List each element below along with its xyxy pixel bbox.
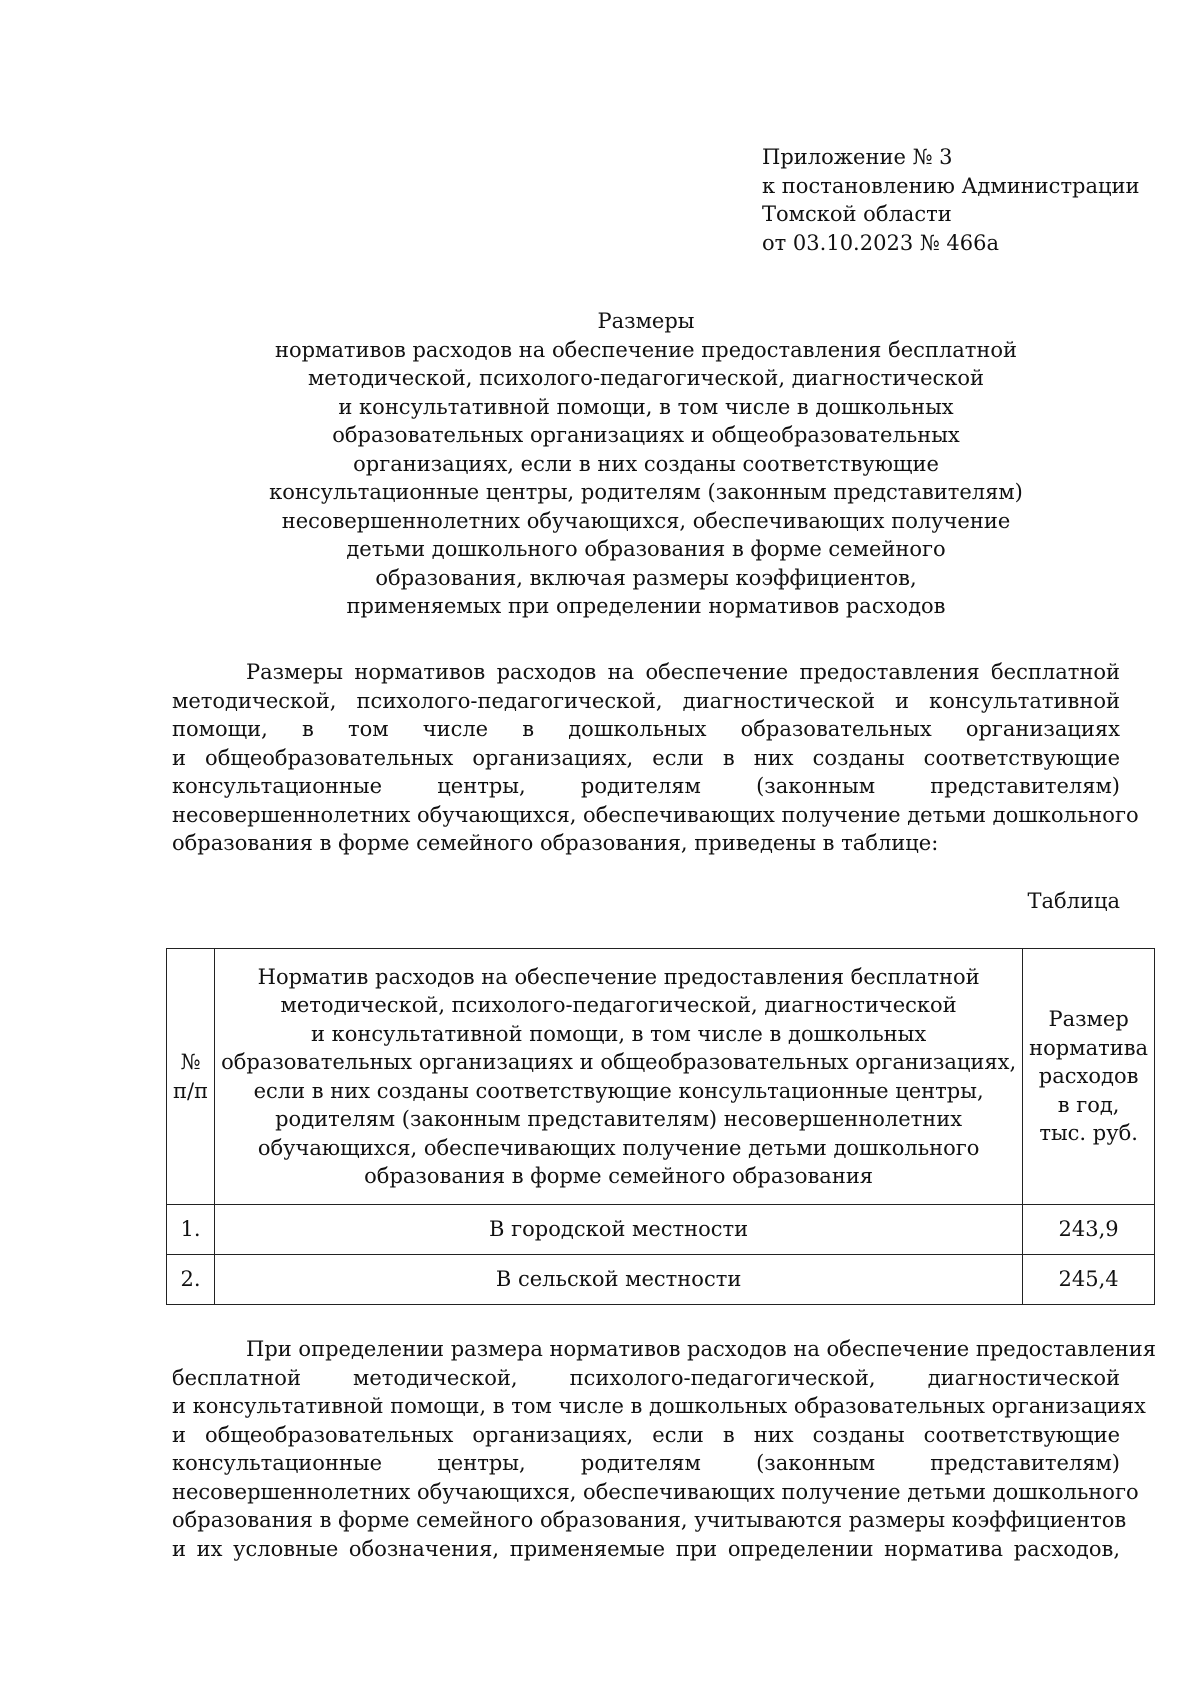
header-line: и консультативной помощи, в том числе в дошкольных bbox=[310, 1021, 927, 1046]
header-line: расходов bbox=[1038, 1064, 1139, 1089]
header-line: в год, bbox=[1057, 1092, 1120, 1117]
header-number-cell bbox=[167, 949, 215, 1205]
paragraph-line: и общеобразовательных организациях, если в них созданы соответствующие bbox=[172, 745, 1120, 770]
header-description-cell bbox=[215, 949, 1023, 1205]
row-value: 243,9 bbox=[1023, 1205, 1155, 1255]
paragraph-line: и общеобразовательных организациях, если в них созданы соответствующие bbox=[172, 1422, 1120, 1447]
intro-paragraph bbox=[172, 658, 1139, 858]
header-line: если в них созданы соответствующие консультационные центры, bbox=[253, 1078, 984, 1103]
table-caption: Таблица bbox=[1027, 889, 1120, 913]
header-size-cell bbox=[1023, 949, 1155, 1205]
appendix-line: Томской области bbox=[762, 202, 952, 226]
row-description: В городской местности bbox=[215, 1205, 1023, 1255]
title-line: и консультативной помощи, в том числе в дошкольных bbox=[338, 394, 954, 419]
norms-table bbox=[166, 948, 1155, 1305]
row-description: В сельской местности bbox=[215, 1255, 1023, 1305]
title-line: образовательных организациях и общеобразовательных bbox=[332, 423, 960, 447]
title-line: образования, включая размеры коэффициентов, bbox=[375, 565, 917, 590]
header-line: п/п bbox=[173, 1078, 209, 1103]
paragraph-line: консультационные центры, родителям (законным представителям) bbox=[172, 774, 1120, 798]
title-line: нормативов расходов на обеспечение предоставления бесплатной bbox=[274, 337, 1018, 362]
title-line: организациях, если в них созданы соответствующие bbox=[353, 451, 939, 476]
header-line: Норматив расходов на обеспечение предоставления бесплатной bbox=[257, 964, 980, 989]
title-line: Размеры bbox=[597, 309, 695, 333]
paragraph-line: несовершеннолетних обучающихся, обеспечивающих получение детьми дошкольного bbox=[172, 1479, 1139, 1504]
row-number: 2. bbox=[167, 1255, 215, 1305]
title-line: применяемых при определении нормативов расходов bbox=[346, 594, 946, 618]
paragraph-line: и их условные обозначения, применяемые при определении норматива расходов, bbox=[172, 1536, 1120, 1561]
header-line: родителям (законным представителям) несовершеннолетних bbox=[275, 1107, 963, 1131]
appendix-line: Приложение № 3 bbox=[762, 145, 953, 169]
paragraph-line: Размеры нормативов расходов на обеспечение предоставления бесплатной bbox=[246, 660, 1120, 684]
table-row bbox=[167, 1205, 1155, 1255]
paragraph-line: несовершеннолетних обучающихся, обеспечивающих получение детьми дошкольного bbox=[172, 802, 1139, 827]
paragraph-line: и консультативной помощи, в том числе в дошкольных образовательных организациях bbox=[172, 1394, 1146, 1418]
row-value: 245,4 bbox=[1023, 1255, 1155, 1305]
row-number: 1. bbox=[167, 1205, 215, 1255]
header-line: Размер bbox=[1048, 1007, 1129, 1032]
appendix-line: от 03.10.2023 № 466а bbox=[762, 230, 999, 255]
paragraph-line: помощи, в том числе в дошкольных образовательных организациях bbox=[172, 717, 1120, 741]
table-header-row bbox=[167, 949, 1155, 1205]
title-line: несовершеннолетних обучающихся, обеспечивающих получение bbox=[281, 508, 1011, 533]
table-row bbox=[167, 1255, 1155, 1305]
coefficients-paragraph bbox=[172, 1335, 1157, 1563]
document-title bbox=[172, 307, 1120, 621]
title-line: методической, психолого-педагогической, диагностической bbox=[307, 366, 985, 390]
appendix-reference bbox=[762, 143, 1142, 257]
title-line: консультационные центры, родителям (законным представителям) bbox=[269, 480, 1023, 504]
header-line: образовательных организациях и общеобразовательных организациях, bbox=[221, 1050, 1017, 1074]
title-line: детьми дошкольного образования в форме семейного bbox=[346, 537, 946, 561]
header-line: образования в форме семейного образования bbox=[364, 1164, 874, 1188]
header-line: обучающихся, обеспечивающих получение детьми дошкольного bbox=[257, 1135, 980, 1160]
header-line: тыс. руб. bbox=[1039, 1121, 1138, 1146]
paragraph-line: образования в форме семейного образования, учитываются размеры коэффициентов bbox=[172, 1508, 1127, 1532]
paragraph-line: образования в форме семейного образования, приведены в таблице: bbox=[172, 831, 939, 855]
paragraph-line: методической, психолого-педагогической, диагностической и консультативной bbox=[172, 688, 1120, 713]
header-line: методической, психолого-педагогической, диагностической bbox=[280, 993, 957, 1017]
paragraph-line: При определении размера нормативов расходов на обеспечение предоставления bbox=[246, 1337, 1157, 1361]
paragraph-line: бесплатной методической, психолого-педагогической, диагностической bbox=[172, 1365, 1120, 1390]
header-line: № bbox=[180, 1050, 201, 1074]
appendix-line: к постановлению Администрации bbox=[762, 173, 1140, 198]
header-line: норматива bbox=[1029, 1035, 1149, 1060]
paragraph-line: консультационные центры, родителям (законным представителям) bbox=[172, 1451, 1120, 1475]
